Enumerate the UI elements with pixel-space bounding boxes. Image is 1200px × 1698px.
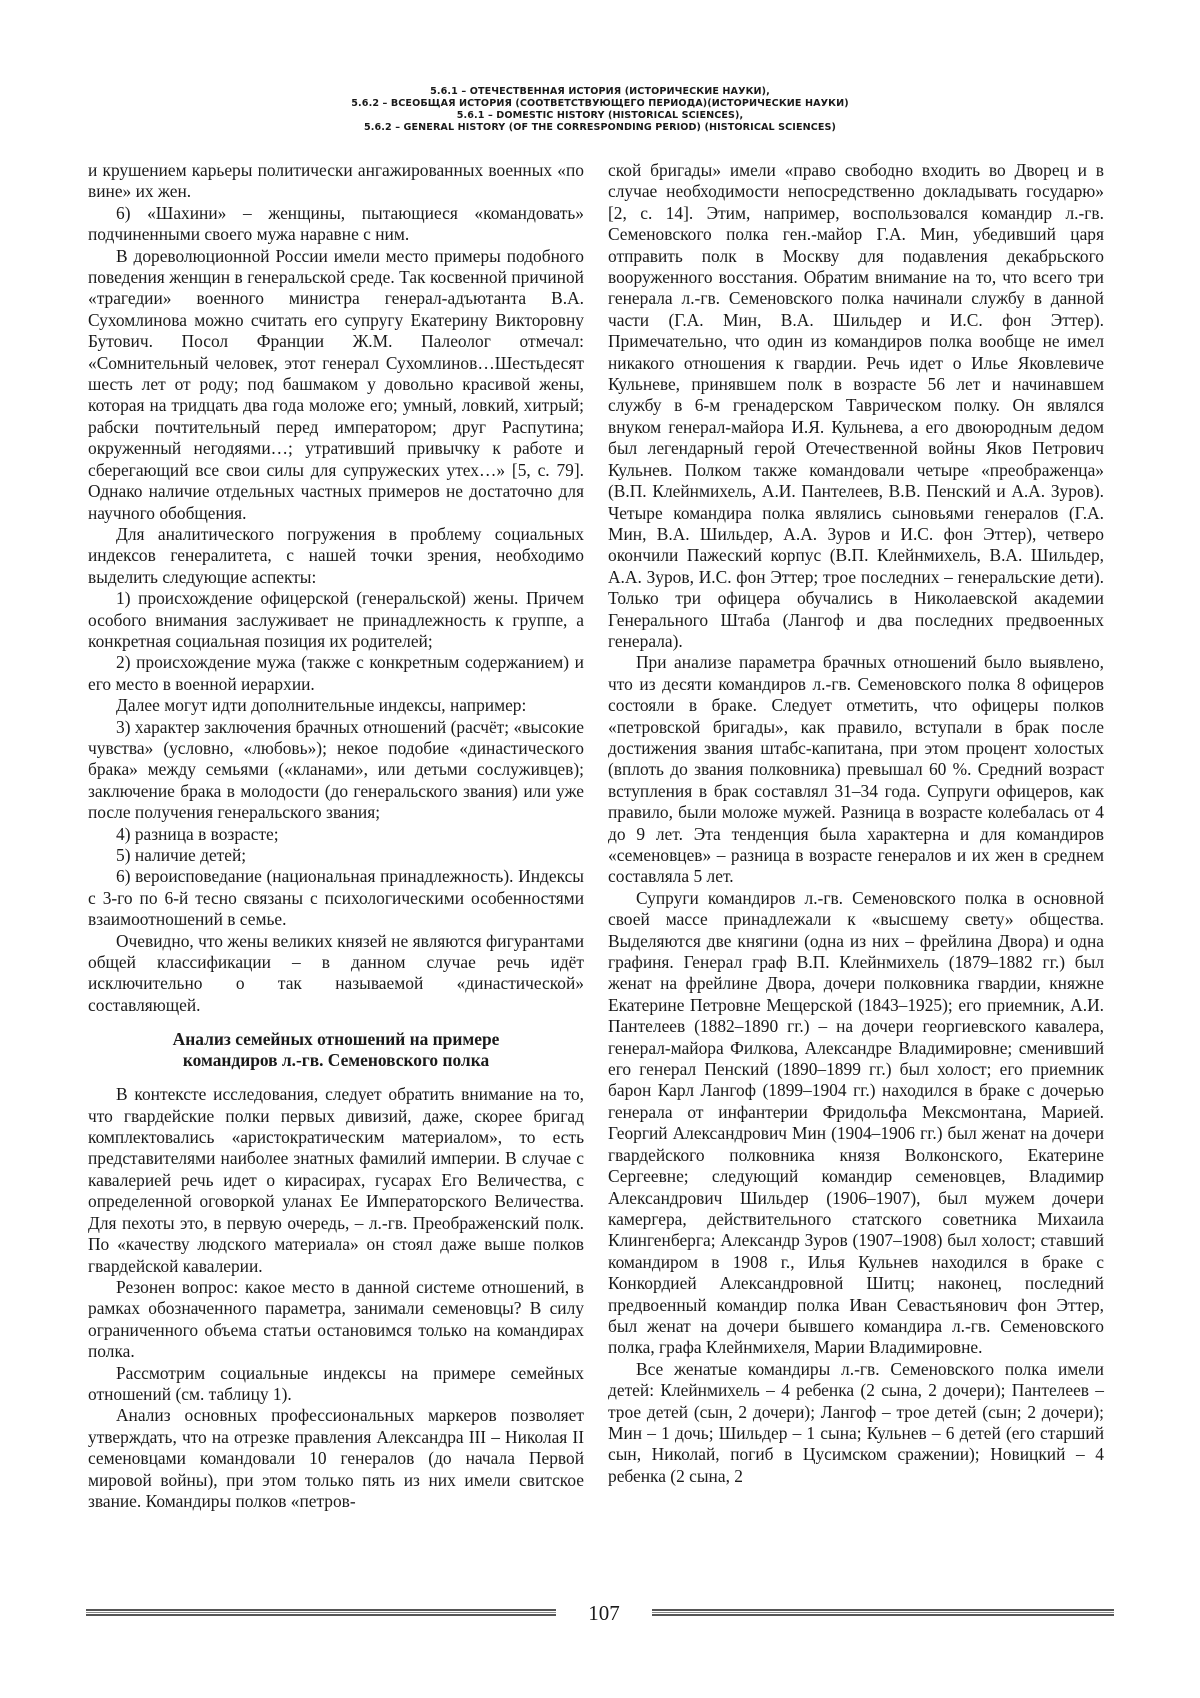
paragraph: В контексте исследования, следует обратить внимание на то, что гвардейские полки первых дивизий, даже, скорее бригад комплектовались «аристократическим материалом», то есть представителями наиболее знатных фамилий империи. В случае с кавалерией речь идет о кирасирах, гусарах Его Величества, с определенной оговоркой уланах Ее Императорского Величества. Для пехоты это, в первую очередь, – л.-гв. Преображенский полк. По «качеству людского материала» он стоял даже выше полков гвардейской кавалерии. <box>88 1084 584 1276</box>
section-heading <box>88 1029 584 1071</box>
header-line-1: 5.6.1 – ОТЕЧЕСТВЕННАЯ ИСТОРИЯ (ИСТОРИЧЕСКИЕ НАУКИ), <box>430 86 770 97</box>
running-header <box>0 86 1200 134</box>
left-column <box>88 160 584 1512</box>
page-number: 107 <box>588 1601 620 1625</box>
paragraph: Рассмотрим социальные индексы на примере семейных отношений (см. таблицу 1). <box>88 1362 584 1404</box>
section-heading-line-2: командиров л.-гв. Семеновского полка <box>182 1050 490 1071</box>
header-line-4: 5.6.2 – GENERAL HISTORY (OF THE CORRESPONDING PERIOD) (HISTORICAL SCIENCES) <box>363 122 837 133</box>
paragraph: В дореволюционной России имели место примеры подобного поведения женщин в генеральской среде. Так косвенной причиной «трагедии» военного министра генерал-адъютанта В.А. Сухомлинова можно считать его супругу Екатерину Викторовну Бутович. Посол Франции Ж.М. Палеолог отмечал: «Сомнительный человек, этот генерал Сухомлинов…Шестьдесят шесть лет от роду; под башмаком у довольно красивой жены, которая на тридцать два года моложе его; умный, ловкий, хитрый; рабски почтительный перед императором; друг Распутина; окруженный негодяями…; утративший привычку к работе и сберегающий все свои силы для супружеских утех…» [5, с. 79]. Однако наличие отдельных частных примеров не достаточно для научного обобщения. <box>88 245 584 523</box>
paragraph: Анализ основных профессиональных маркеров позволяет утверждать, что на отрезке правления Александра III – Николая II семеновцами командовали 10 генералов (до начала Первой мировой войны), при этом только пять из них имели свитское звание. Командиры полков «петров- <box>88 1405 584 1511</box>
paragraph: Очевидно, что жены великих князей не являются фигурантами общей классификации – в данном случае речь идёт исключительно о так называемой «династической» составляющей. <box>88 930 584 1015</box>
list-item: 3) характер заключения брачных отношений (расчёт; «высокие чувства» (условно, «любовь»); некое подобие «династического брака» между семьями («кланами», или детьми сослуживцев); заключение брака в молодости (до генеральского звания) или уже после получения генеральского звания; <box>88 716 584 823</box>
paragraph: Супруги командиров л.-гв. Семеновского полка в основной своей массе принадлежали к «высшему свету» общества. Выделяются две княгини (одна из них – фрейлина Двора) и одна графиня. Генерал граф В.П. Клейнмихель (1879–1882 гг.) был женат на фрейлине Двора, дочери полковника гвардии, княжне Екатерине Петровне Мещерской (1843–1925); его приемник, А.И. Пантелеев (1882–1890 гг.) – на дочери георгиевского кавалера, генерал-майора Филкова, Александре Владимировне; сменивший его генерал Пенский (1890–1899 гг.) был холост; его приемник барон Карл Лангоф (1899–1904 гг.) находился в браке с дочерью генерала от инфантерии Фридольфа Мексмонтана, Марией. Георгий Александрович Мин (1904–1906 гг.) был женат на дочери гвардейского полковника князя Волконского, Екатерине Сергеевне; следующий командир семеновцев, Владимир Александрович Шильдер (1906–1907), был мужем дочери камергера, действительного статского советника Михаила Клингенберга; Александр Зуров (1907–1908) был холост; ставший командиром в 1908 г., Илья Кульнев находился в браке с Конкордией Александровной Шитц; наконец, последний предвоенный командир полка Иван Севастьянович фон Эттер, был женат на дочери бывшего командира л.-гв. Семеновского полка, графа Клейнмихеля, Марии Владимировне. <box>608 887 1104 1358</box>
footer-rule-right <box>652 1609 1114 1616</box>
paragraph: Для аналитического погружения в проблему социальных индексов генералитета, с нашей точки зрения, необходимо выделить следующие аспекты: <box>88 523 584 587</box>
paragraph: При анализе параметра брачных отношений было выявлено, что из десяти командиров л.-гв. Семеновского полка 8 офицеров состояли в браке. Следует отметить, что офицеры полков «петровской бригады», как правило, вступали в брак после достижения звания штабс-капитана, при этом процент холостых (вплоть до звания полковника) превышал 60 %. Средний возраст вступления в брак составлял 31–34 года. Супруги офицеров, как правило, были моложе мужей. Разница в возрасте колебалась от 4 до 9 лет. Эта тенденция была характерна и для командиров «семеновцев» – разница в возрасте генералов и их жен в среднем составляла 5 лет. <box>608 652 1104 887</box>
paragraph: Резонен вопрос: какое место в данной системе отношений, в рамках обозначенного параметра, занимали семеновцы? В силу ограниченного объема статьи остановимся только на командирах полка. <box>88 1276 584 1362</box>
header-line-2: 5.6.2 – ВСЕОБЩАЯ ИСТОРИЯ (СООТВЕТСТВУЮЩЕГО ПЕРИОДА)(ИСТОРИЧЕСКИЕ НАУКИ) <box>351 98 849 109</box>
list-item: 1) происхождение офицерской (генеральской) жены. Причем особого внимания заслуживает не принадлежность к группе, а конкретная социальная позиция их родителей; <box>88 588 584 651</box>
right-column <box>608 160 1104 1487</box>
paragraph: ской бригады» имели «право свободно входить во Дворец и в случае необходимости непосредственно докладывать государю» [2, с. 14]. Этим, например, воспользовался командир л.-гв. Семеновского полка ген.-майор Г.А. Мин, убедивший царя отправить полк в Москву для подавления декабрьского вооруженного восстания. Обратим внимание на то, что всего три генерала л.-гв. Семеновского полка начинали службу в данной части (Г.А. Мин, В.А. Шильдер и И.С. фон Эттер). Примечательно, что один из командиров полка вообще не имел никакого отношения к гвардии. Речь идет о Илье Яковлевиче Кульневе, принявшем полк в возрасте 56 лет и начинавшем службу в 6-м гренадерском Таврическом полку. Он являлся внуком генерал-майора И.Я. Кульнева, а его двоюродным дедом был легендарный герой Отечественной войны Яков Петрович Кульнев. Полком также командовали четыре «преображенца» (В.П. Клейнмихель, А.И. Пантелеев, В.В. Пенский и А.А. Зуров). Четыре командира полка являлись сыновьями генералов (Г.А. Мин, В.А. Шильдер, А.А. Зуров и И.С. фон Эттер), четверо окончили Пажеский корпус (В.П. Клейнмихель, В.А. Шильдер, А.А. Зуров, И.С. фон Эттер; трое последних – генеральские дети). Только три офицера обучались в Николаевской академии Генерального Штаба (Лангоф и два последних предвоенных генерала). <box>608 160 1104 651</box>
paragraph: и крушением карьеры политически ангажированных военных «по вине» их жен. <box>88 160 584 202</box>
list-item: 2) происхождение мужа (также с конкретным содержанием) и его место в военной иерархии. <box>88 652 584 694</box>
list-item: 6) вероисповедание (национальная принадлежность). Индексы с 3-го по 6-й тесно связаны с психологическими особенностями взаимоотношений в семье. <box>88 866 584 930</box>
paragraph: Далее могут идти дополнительные индексы, например: <box>116 695 527 716</box>
list-item: 6) «Шахини» – женщины, пытающиеся «командовать» подчиненными своего мужа наравне с ним. <box>88 202 584 245</box>
paragraph: Все женатые командиры л.-гв. Семеновского полка имели детей: Клейнмихель – 4 ребенка (2 сына, 2 дочери); Пантелеев – трое детей (сын, 2 дочери); Лангоф – трое детей (сын; 2 дочери); Мин – 1 дочь; Шильдер – 1 сына; Кульнев – 6 детей (его старший сын, Николай, погиб в Цусимском сражении); Новицкий – 4 ребенка (2 сына, 2 <box>608 1358 1104 1486</box>
list-item: 5) наличие детей; <box>116 845 247 865</box>
section-heading-line-1: Анализ семейных отношений на примере <box>172 1029 500 1050</box>
list-item: 4) разница в возрасте; <box>116 823 279 844</box>
header-line-3: 5.6.1 – DOMESTIC HISTORY (HISTORICAL SCIENCES), <box>456 110 744 121</box>
footer-rule-left <box>86 1609 556 1616</box>
page-footer <box>86 1600 1114 1626</box>
